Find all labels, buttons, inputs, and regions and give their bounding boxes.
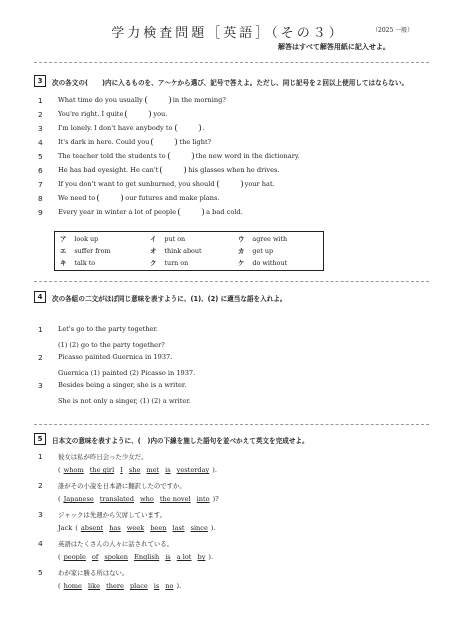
- reorder-word: whom: [63, 466, 84, 474]
- question-number: 2: [38, 353, 43, 362]
- question-number: 1: [38, 96, 43, 105]
- section-3-title: 次の各文の( )内に入るものを、ア〜ケから選び、記号で答えよ。ただし、同じ記号を２回以上使用してはならない。: [52, 79, 409, 87]
- reorder-word: place: [129, 582, 148, 590]
- question-post: you.: [153, 110, 168, 118]
- question-post: your hat.: [244, 180, 275, 188]
- choice-key: ケ: [238, 259, 245, 267]
- question-post: a bad cold.: [206, 208, 243, 216]
- question-text: [58, 96, 226, 104]
- divider: [34, 424, 429, 425]
- japanese-sentence: 英語はたくさんの人々に話されている。: [58, 540, 174, 548]
- reorder-word: I: [120, 466, 123, 474]
- question-pre: I'm lonely. I don't have anybody to: [58, 124, 173, 132]
- question-post: his glasses when he drives.: [188, 166, 280, 174]
- sentence-suffix: ).: [212, 466, 217, 474]
- question-text: [58, 124, 205, 132]
- choice-text: think about: [164, 247, 202, 255]
- question-pre: If you don't want to get sunburned, you should: [58, 180, 215, 188]
- open-paren: (: [58, 495, 61, 503]
- choice-key: オ: [150, 247, 157, 255]
- question-number: 3: [38, 510, 43, 519]
- choices-box: [54, 231, 324, 271]
- answer-blank: [151, 138, 177, 146]
- sentence-suffix: ).: [176, 582, 182, 590]
- reorder-word: spoken: [104, 553, 129, 561]
- reorder-word: is: [153, 582, 160, 590]
- section-4-number: 4: [34, 291, 46, 303]
- question-number: 3: [38, 124, 43, 133]
- open-paren: (: [58, 553, 61, 561]
- choice-key: ウ: [238, 235, 245, 243]
- reorder-word: by: [197, 553, 206, 561]
- answer-blank: [178, 208, 204, 216]
- question-number: 2: [38, 110, 43, 119]
- answer-blank: [160, 166, 186, 174]
- question-pre: He has bad eyesight. He can't: [58, 166, 159, 174]
- choice-key: カ: [238, 247, 245, 255]
- reorder-word: like: [87, 582, 101, 590]
- reorder-word: has: [109, 524, 121, 532]
- question-number: 4: [38, 138, 43, 147]
- question-text: [58, 166, 280, 174]
- divider: [34, 281, 429, 282]
- question-number: 3: [38, 381, 43, 390]
- sentence-b: She is not only a singer, (1) (2) a writer.: [58, 397, 191, 405]
- question-number: 4: [38, 539, 43, 548]
- reorder-word: last: [172, 524, 185, 532]
- choice-key: ク: [150, 259, 157, 267]
- sentence-a: Picasso painted Guernica in 1937.: [58, 353, 173, 361]
- question-text: [58, 180, 275, 188]
- choice-key: キ: [60, 259, 67, 267]
- answer-blank: [217, 180, 243, 188]
- question-number: 5: [38, 568, 43, 577]
- reorder-line: [58, 524, 216, 532]
- reorder-word: a lot: [176, 553, 192, 561]
- choice-text: talk to: [74, 259, 96, 267]
- question-number: 5: [38, 152, 43, 161]
- choice-text: suffer from: [74, 247, 111, 255]
- sentence-suffix: ).: [208, 553, 214, 561]
- question-text: [58, 208, 243, 216]
- reorder-word: absent: [80, 524, 104, 532]
- question-number: 8: [38, 194, 43, 203]
- reorder-word: is: [165, 553, 171, 561]
- answer-blank: [97, 194, 123, 202]
- reorder-word: who: [139, 495, 154, 503]
- reorder-word: home: [63, 582, 82, 590]
- choice-text: agree with: [252, 235, 288, 243]
- sentence-prefix: Jack: [58, 524, 73, 532]
- choice-text: get up: [252, 247, 274, 255]
- japanese-sentence: ジャックは先週から欠席しています。: [58, 511, 166, 519]
- japanese-sentence: わが家に勝る所はない。: [58, 569, 129, 577]
- reorder-word: translated: [99, 495, 134, 503]
- choice-text: do without: [252, 259, 288, 267]
- section-5-number: 5: [34, 433, 46, 445]
- question-pre: The teacher told the students to: [58, 152, 166, 160]
- reorder-word: is: [165, 466, 171, 474]
- question-pre: What time do you usually: [58, 96, 143, 104]
- page-title: 学力検査問題［英語］（その３）: [111, 26, 345, 41]
- reorder-line: [58, 466, 217, 474]
- reorder-line: [58, 582, 181, 590]
- question-text: [58, 110, 167, 118]
- reorder-word: she: [128, 466, 141, 474]
- choice-key: ア: [60, 235, 67, 243]
- reorder-word: yesterday: [176, 466, 210, 474]
- reorder-word: week: [126, 524, 145, 532]
- question-text: [58, 138, 211, 146]
- question-pre: It's dark in here. Could you: [58, 138, 150, 146]
- question-number: 7: [38, 180, 43, 189]
- reorder-word: of: [91, 553, 99, 561]
- answer-blank: [175, 124, 201, 132]
- answer-blank: [145, 96, 171, 104]
- answer-blank: [168, 152, 194, 160]
- question-number: 1: [38, 452, 43, 461]
- choice-text: turn on: [164, 259, 189, 267]
- question-pre: You're right. I quite: [58, 110, 124, 118]
- section-3-number: 3: [34, 75, 46, 87]
- question-post: our futures and make plans.: [125, 194, 220, 202]
- reorder-word: people: [63, 553, 86, 561]
- open-paren: (: [58, 582, 61, 590]
- choice-key: イ: [150, 235, 157, 243]
- reorder-word: there: [106, 582, 124, 590]
- sentence-b: Guernica (1) painted (2) Picasso in 1937.: [58, 369, 196, 377]
- reorder-word: no: [165, 582, 174, 590]
- choice-text: put on: [164, 235, 186, 243]
- question-text: [58, 152, 300, 160]
- question-post: in the morning?: [172, 96, 226, 104]
- answer-blank: [125, 110, 151, 118]
- section-4-title: 次の各組の二文がほぼ同じ意味を表すように、(1)、(2) に適当な語を入れよ。: [52, 295, 287, 303]
- question-post: the new word in the dictionary.: [195, 152, 300, 160]
- choice-text: look up: [74, 235, 99, 243]
- question-number: 9: [38, 208, 43, 217]
- open-paren: (: [75, 524, 78, 532]
- reorder-line: [58, 553, 213, 561]
- reorder-word: the novel: [159, 495, 191, 503]
- sentence-a: Let's go to the party together.: [58, 325, 158, 333]
- reorder-word: met: [146, 466, 160, 474]
- sentence-suffix: )?: [212, 495, 219, 503]
- section-5-title: 日本文の意味を表すように、( )内の下線を施した語句を並べかえて英文を完成せよ。: [52, 437, 309, 445]
- question-text: [58, 194, 219, 202]
- reorder-word: the girl: [89, 466, 115, 474]
- question-post: the light?: [179, 138, 212, 146]
- question-number: 1: [38, 325, 43, 334]
- reorder-word: Japanese: [63, 495, 94, 503]
- question-number: 2: [38, 481, 43, 490]
- reorder-word: been: [150, 524, 167, 532]
- question-pre: We need to: [58, 194, 96, 202]
- reorder-word: into: [196, 495, 210, 503]
- answer-instruction: 解答はすべて解答用紙に記入せよ。: [278, 43, 390, 51]
- reorder-word: since: [190, 524, 208, 532]
- choice-key: エ: [60, 247, 67, 255]
- japanese-sentence: 誰がその小説を日本語に翻訳したのですか。: [58, 482, 186, 490]
- question-pre: Every year in winter a lot of people: [58, 208, 177, 216]
- divider: [34, 62, 429, 63]
- sentence-suffix: ).: [210, 524, 216, 532]
- sentence-b: (1) (2) go to the party together?: [58, 341, 165, 349]
- japanese-sentence: 彼女は私が昨日会った少女だ。: [58, 453, 148, 461]
- question-number: 6: [38, 166, 43, 175]
- question-post: .: [202, 124, 205, 132]
- open-paren: (: [58, 466, 61, 474]
- reorder-line: [58, 495, 219, 503]
- exam-year: （2025 一般）: [372, 27, 414, 34]
- sentence-a: Besides being a singer, she is a writer.: [58, 381, 187, 389]
- reorder-word: English: [134, 553, 160, 561]
